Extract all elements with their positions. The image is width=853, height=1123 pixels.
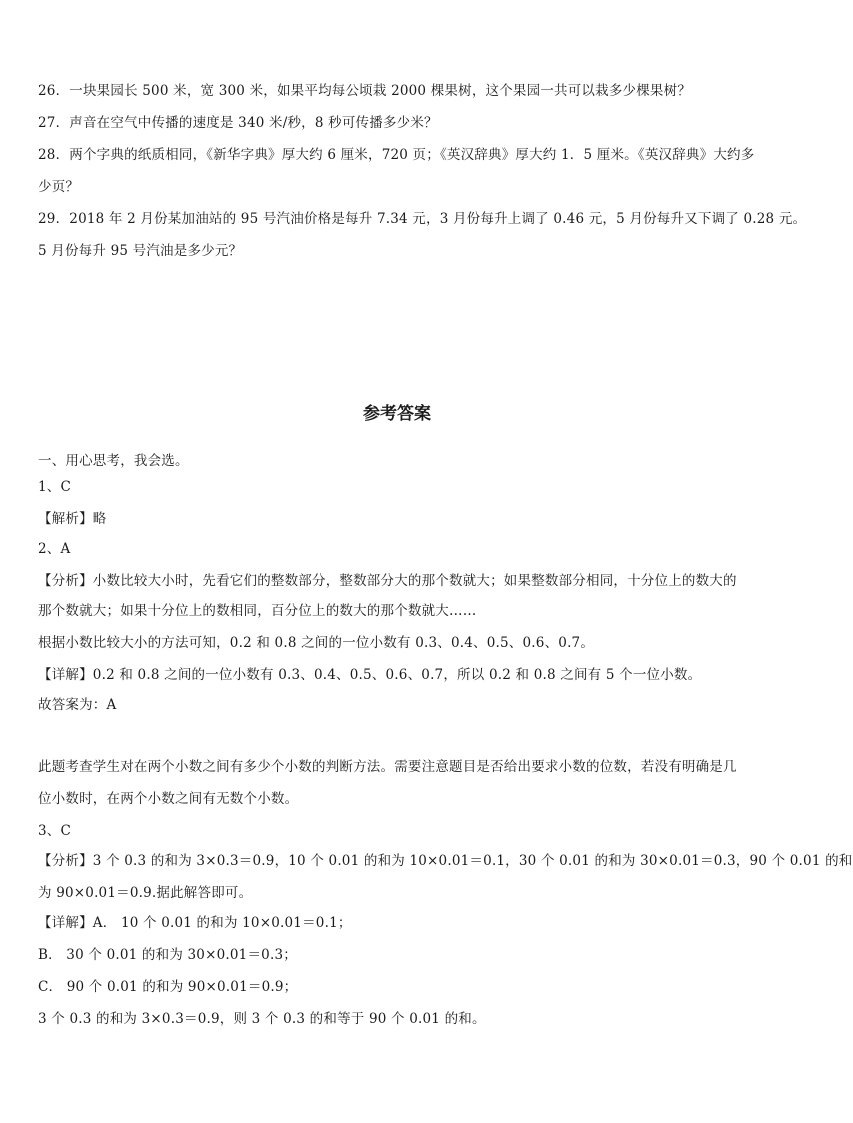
answer-1-analysis: 【解析】略 xyxy=(38,511,107,527)
answer-2-result: 故答案为：A xyxy=(38,697,117,713)
answer-title: 参考答案 xyxy=(363,404,431,424)
answer-3: 3、C xyxy=(38,823,72,839)
section-heading: 一、用心思考，我会选。 xyxy=(38,453,189,469)
answer-2-method: 根据小数比较大小的方法可知，0.2 和 0.8 之间的一位小数有 0.3、0.4、0.5、0.6、0.7。 xyxy=(38,635,595,651)
question-27: 27．声音在空气中传播的速度是 340 米/秒，8 秒可传播多少米？ xyxy=(38,115,438,131)
answer-2-comment-line1: 此题考查学生对在两个小数之间有多少个小数的判断方法。需要注意题目是否给出要求小数的位数，若没有明确是几 xyxy=(38,759,737,775)
answer-3-conclusion: 3 个 0.3 的和为 3×0.3＝0.9，则 3 个 0.3 的和等于 90 个 0.01 的和。 xyxy=(38,1011,486,1027)
answer-3-detail-c: C． 90 个 0.01 的和为 90×0.01＝0.9； xyxy=(38,979,298,995)
question-26: 26．一块果园长 500 米，宽 300 米，如果平均每公顷栽 2000 棵果树，这个果园一共可以栽多少棵果树？ xyxy=(38,83,692,99)
answer-3-analysis-line1: 【分析】3 个 0.3 的和为 3×0.3＝0.9，10 个 0.01 的和为 10×0.01＝0.1，30 个 0.01 的和为 30×0.01＝0.3，90 个 0.01 的和 xyxy=(38,853,853,869)
answer-2-comment-line2: 位小数时，在两个小数之间有无数个小数。 xyxy=(38,791,299,807)
answer-2-analysis-line2: 那个数就大；如果十分位上的数相同，百分位上的数大的那个数就大…… xyxy=(38,603,477,619)
answer-2-analysis-line1: 【分析】小数比较大小时，先看它们的整数部分，整数部分大的那个数就大；如果整数部分相同，十分位上的数大的 xyxy=(38,573,737,589)
answer-2-detail: 【详解】0.2 和 0.8 之间的一位小数有 0.3、0.4、0.5、0.6、0.7，所以 0.2 和 0.8 之间有 5 个一位小数。 xyxy=(38,667,702,683)
answer-3-analysis-line2: 为 90×0.01＝0.9.据此解答即可。 xyxy=(38,885,253,901)
answer-1: 1、C xyxy=(38,479,72,495)
answer-3-detail-b: B． 30 个 0.01 的和为 30×0.01＝0.3； xyxy=(38,947,297,963)
question-29-line1: 29．2018 年 2 月份某加油站的 95 号汽油价格是每升 7.34 元，3 月份每升上调了 0.46 元，5 月份每升又下调了 0.28 元。 xyxy=(38,211,807,227)
question-28-line2: 少页？ xyxy=(38,179,80,195)
question-28-line1: 28．两个字典的纸质相同，《新华字典》厚大约 6 厘米，720 页；《英汉辞典》厚大约 1．5 厘米。《英汉辞典》大约多 xyxy=(38,147,755,163)
question-29-line2: 5 月份每升 95 号汽油是多少元？ xyxy=(38,243,243,259)
answer-3-detail-a: 【详解】A． 10 个 0.01 的和为 10×0.01＝0.1； xyxy=(38,915,352,931)
answer-2: 2、A xyxy=(38,541,71,557)
